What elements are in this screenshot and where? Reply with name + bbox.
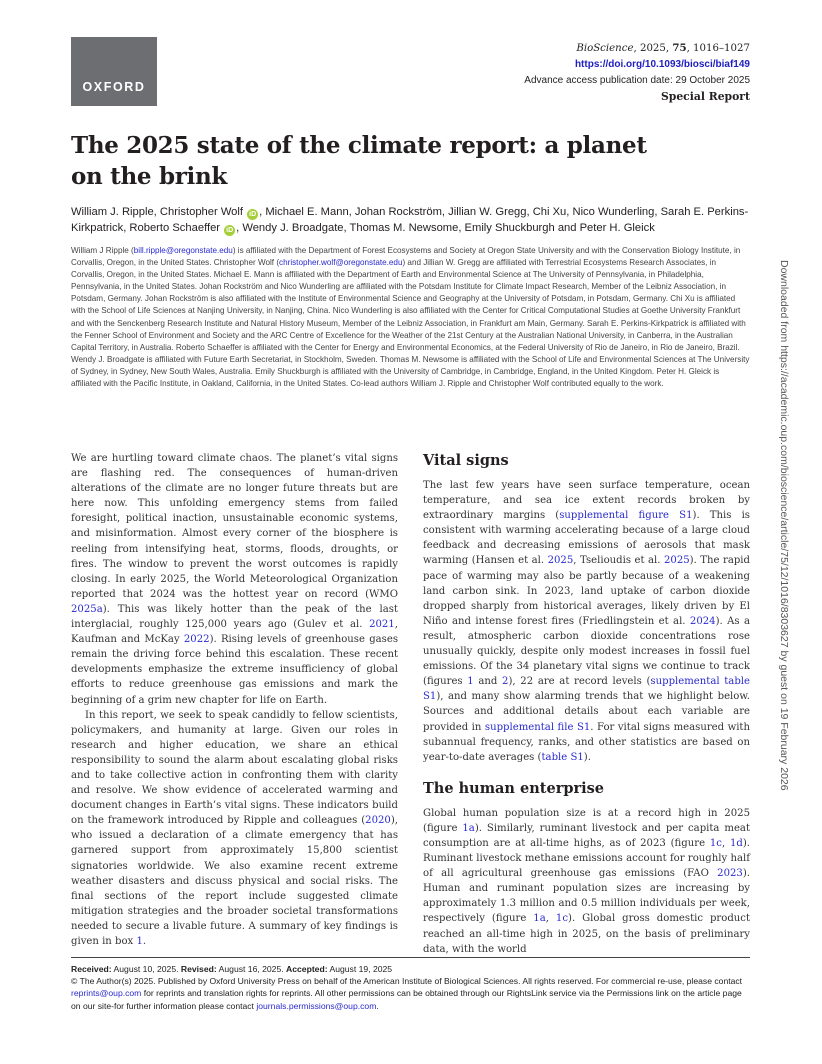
figure-link[interactable]: 1: [467, 676, 474, 688]
section-heading-human-enterprise: The human enterprise: [423, 779, 605, 797]
supplement-link[interactable]: supplemental figure S1: [559, 510, 693, 522]
citation-link[interactable]: 2025a: [71, 603, 103, 615]
email-link[interactable]: bill.ripple@oregonstate.edu: [133, 246, 233, 255]
paragraph: We are hurtling toward climate chaos. The planet’s vital signs are flashing red. The consequences of human-driven alterations of the climate are no longer future threats but are here now. This unfolding emergency stems from failed foresight, political inaction, unsustainable economic systems, and misinformation. Almost every corner of the biosphere is reeling from intensifying heat, storms, floods, droughts, or fires. The window to prevent the worst outcomes is rapidly closing. In early 2025, the World Meteorological Organization reported that 2024 was the hottest year on record (WMO 2025a). This was likely hotter than the peak of the last interglacial, roughly 125,000 years ago (Gulev et al. 2021, Kaufman and McKay 2022). Rising levels of greenhouse gases remain the driving force behind this escalation. These recent developments emphasize the extreme insufficiency of global efforts to reduce greenhouse gas emissions and mark the beginning of a grim new chapter for life on Earth.: [71, 453, 399, 706]
figure-link[interactable]: 1a: [462, 822, 475, 834]
paragraph: The last few years have seen surface temperature, ocean temperature, and sea ice extent records broken by extraordinary margins (supplemental figure S1). This is consistent with warming accelerating because of a large cloud feedback and decreasing emissions of aerosols that mask warming (Hansen et al. 2025, Tselioudis et al. 2025). The rapid pace of warming may also be partly because of a weakening land carbon sink. In 2023, land uptake of carbon dioxide dropped sharply from historical averages, likely driven by El Niño and intense forest fires (Friedlingstein et al. 2024). As a result, atmospheric carbon dioxide concentrations rose unusually quickly, despite only modest increases in fossil fuel emissions. Of the 34 planetary vital signs we continue to track (figures 1 and 2), 22 are at record levels (supplemental table S1), and many show alarming trends that we highlight below. Sources and additional details about each variable are provided in supplemental file S1. For vital signs measured with subannual frequency, ranks, and other statistics are based on year-to-date averages (table S1).: [423, 480, 751, 763]
figure-link[interactable]: 2: [502, 676, 509, 688]
journal-volume: 75: [672, 42, 687, 54]
journal-name: BioScience: [576, 43, 634, 54]
affil-text: ) is affiliated with the Department of Forest Ecosystems and Society at Oregon State University and with the Conservation Biology Institute, in Corvallis, Oregon, in the United States. Christopher Wolf (: [71, 246, 741, 268]
citation-link[interactable]: 2025: [663, 555, 690, 567]
figure-link[interactable]: 1c: [555, 913, 568, 925]
table-link[interactable]: table S1: [541, 751, 584, 763]
article-title: The 2025 state of the climate report: a planet on the brink: [71, 132, 647, 190]
history-dates: Received: August 10, 2025. Revised: August 16, 2025. Accepted: August 19, 2025: [71, 964, 393, 974]
journal-pages: , 1016–1027: [686, 43, 750, 54]
paragraph: Global human population size is at a record high in 2025 (figure 1a). Similarly, ruminant livestock and per capita meat consumption are at all-time highs, as of 2023 (figure 1c, 1d). Ruminant livestock methane emissions account for roughly half of all agricultural greenhouse gas emissions (FAO 2023). Human and ruminant population sizes are increasing by approximately 1.3 million and 0.5 million individuals per week, respectively (figure 1a, 1c). Global gross domestic product reached an all-time high in 2025, on the basis of preliminary data, with the world: [423, 807, 750, 955]
citation-link[interactable]: 2021: [369, 619, 395, 631]
paragraph: In this report, we seek to speak candidly to fellow scientists, policymakers, and humanity at large. Given our roles in research and higher education, we share an ethical responsibility to sound the alarm about escalating global risks and to take collective action in confronting them with clarity and resolve. We show evidence of accelerated warming and document changes in Earth’s vital signs. These indicators build on the framework introduced by Ripple and colleagues (2020), who issued a declaration of a climate emergency that has garnered support from approximately 15,800 scientist signatories worldwide. We also examine recent extreme weather disasters and discuss physical and social risks. The final sections of the report include suggested climate mitigation strategies and the broader societal transformations needed to secure a livable future. A summary of key findings is given in box 1.: [71, 709, 398, 947]
section-heading-vital-signs: Vital signs: [423, 452, 509, 469]
doi-link[interactable]: https://doi.org/10.1093/biosci/biaf149: [574, 59, 750, 70]
citation-line: [524, 40, 750, 57]
article-meta: [524, 40, 750, 105]
orcid-icon[interactable]: iD: [249, 211, 257, 218]
citation-link[interactable]: 2024: [689, 615, 716, 627]
logo-text: OXFORD: [82, 80, 146, 94]
download-watermark: Downloaded from https://academic.oup.com/bioscience/article/75/12/1016/8303627 by guest on 19 February 2026: [778, 260, 790, 791]
citation-link[interactable]: 2025: [547, 555, 574, 567]
email-link[interactable]: christopher.wolf@oregonstate.edu: [279, 258, 403, 268]
supplement-link[interactable]: supplemental file S1: [484, 721, 591, 733]
affiliations: [71, 245, 751, 390]
supplement-link[interactable]: supplemental table S1: [423, 676, 750, 703]
citation-link[interactable]: 2020: [365, 815, 391, 827]
copyright-notice: © The Author(s) 2025. Published by Oxford University Press on behalf of the American Institute of Biological Sciences. All rights reserved. For commercial re-use, please contact reprints@oup.com for reprints and translation rights for reprints. All other permissions can be obtained through our RightsLink service via the Permissions link on the article page on our site-for further information please contact journals.permissions@oup.com.: [71, 976, 743, 1011]
authors-part-2: , Michael E. Mann, Johan Rockström, Jillian W. Gregg, Chi Xu, Nico Wunderling, Sarah E. Perkins-Kirkpatrick, Roberto Schaeffer: [71, 206, 749, 234]
email-link[interactable]: journals.permissions@oup.com: [256, 1000, 377, 1011]
left-column: [71, 451, 398, 949]
citation-year: , 2025,: [633, 43, 673, 54]
advance-access-date: Advance access publication date: 29 October 2025: [524, 75, 750, 86]
citation-link[interactable]: 2022: [183, 634, 210, 646]
article-footer: [71, 957, 750, 1012]
figure-link[interactable]: 1a: [533, 913, 546, 925]
authors-part-1: William J. Ripple, Christopher Wolf: [71, 206, 244, 218]
article-type: Special Report: [660, 90, 750, 103]
figure-link[interactable]: 1d: [729, 837, 743, 849]
oxford-logo: [71, 37, 157, 106]
figure-link[interactable]: 1c: [709, 837, 722, 849]
box-link[interactable]: 1: [136, 936, 143, 947]
affil-text: William J Ripple (: [71, 246, 134, 255]
right-column: [423, 451, 750, 957]
email-link[interactable]: reprints@oup.com: [71, 988, 142, 999]
affil-text: ) and Jillian W. Gregg are affiliated with Terrestrial Ecosystems Research Associates, in Corvallis, Oregon, in the United States. Michael E. Mann is affiliated with the Department of Earth and Environmental Science at The University of Pennsylvania, in Philadelphia, Pennsylvania, in the United States. Johan Rockström and Nico Wunderling are affiliated with the Potsdam Institute for Climate Impact Research, Member of the Leibniz Association, in Potsdam, Germany. Johan Rockström is also affiliated with the Institute of Environmental Science and Geography at the University of Potsdam, in Potsdam, Germany. Chi Xu is affiliated with the School of Life Sciences at Nanjing University, in Nanjing, China. Nico Wunderling is also affiliated with the Center for Critical Computational Studies at Goethe University Frankfurt and with the Senckenberg Research Institute and Natural History Museum, Member of the Leibniz Association, in Frankfurt am Main, Germany. Sarah E. Perkins-Kirkpatrick is affiliated with the Fenner School of Environment and Society and the ARC Centre of Excellence for the Weather of the 21st Century at the Australian National University, in Canberra, in the Australian Capital Territory, in Australia. Roberto Schaeffer is affiliated with the Center for Energy and Environmental Economics, at the Federal University of Rio de Janeiro, in Rio de Janeiro, Brazil. Wendy J. Broadgate is affiliated with Future Earth Secretariat, in Stockholm, Sweden. Thomas M. Newsome is affiliated with the School of Life and Environmental Sciences at The University of Sydney, in Sydney, New South Wales, Australia. Emily Shuckburgh is affiliated with the University of Cambridge, in Cambridge, England, in the United Kingdom. Peter H. Gleick is affiliated with the Pacific Institute, in Oakland, California, in the United States. Co-lead authors William J. Ripple and Christopher Wolf contributed equally to the work.: [71, 258, 750, 389]
authors-part-3: , Wendy J. Broadgate, Thomas M. Newsome, Emily Shuckburgh and Peter H. Gleick: [236, 222, 655, 234]
orcid-icon[interactable]: iD: [226, 227, 234, 234]
citation-link[interactable]: 2023: [717, 868, 743, 880]
author-list: [71, 204, 751, 236]
